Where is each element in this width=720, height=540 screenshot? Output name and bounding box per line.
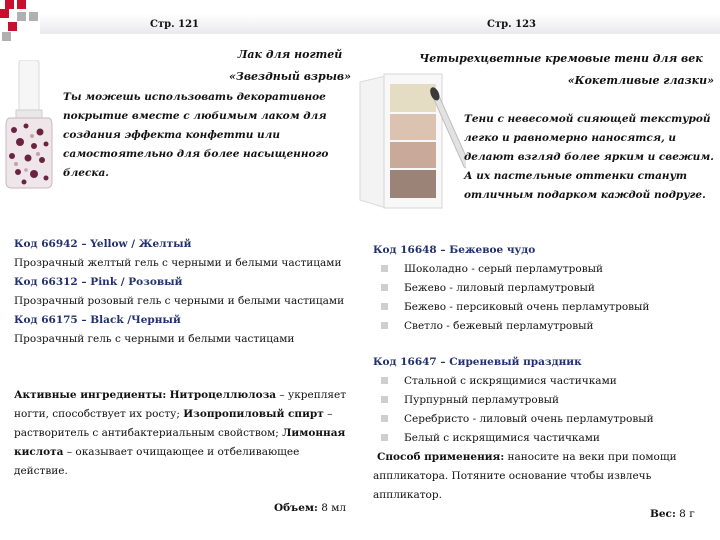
ingredient-desc: растворитель с антибактериальным свойством; [14, 427, 279, 439]
usage-label: Способ применения: [377, 451, 505, 463]
ingredient-desc: – [323, 408, 333, 420]
header-bar [40, 14, 720, 34]
desc-line: самостоятельно для более насыщенного [63, 148, 329, 160]
variant-code: Код 66312 – Pink / Розовый [14, 276, 183, 288]
ingredient-desc: ногти, способствует их росту; [14, 408, 180, 420]
desc-line: создания эффекта конфетти или [63, 129, 280, 141]
desc-line: А их пастельные оттенки станут [464, 170, 687, 182]
bullet-icon [381, 377, 388, 384]
ingredient-desc: действие. [14, 465, 68, 477]
left-variants [14, 235, 359, 349]
volume [274, 499, 346, 518]
title-line: Четырехцветные кремовые тени для век [419, 52, 703, 65]
nail-polish-image [4, 60, 54, 190]
right-product-title [418, 48, 718, 92]
palette-set-2 [373, 353, 713, 448]
bullet-icon [381, 396, 388, 403]
usage-text: наносите на веки при помощи [504, 451, 677, 463]
variant-text: Прозрачный гель с черными и белыми частицами [14, 333, 295, 345]
right-description [464, 110, 720, 205]
list-item-label: Светло - бежевый перламутровый [404, 320, 594, 332]
list-item-label: Стальной с искрящимися частичками [404, 375, 617, 387]
list-item [373, 429, 713, 448]
set-code: Код 16648 – Бежевое чудо [373, 244, 536, 256]
page-number-right: Стр. 123 [487, 19, 536, 30]
desc-line: легко и равномерно наносятся, и [464, 132, 677, 144]
list-item [373, 260, 713, 279]
list-item-label: Шоколадно - серый перламутровый [404, 263, 603, 275]
variant-code: Код 66175 – Black /Черный [14, 314, 181, 326]
bullet-icon [381, 322, 388, 329]
title-line: «Кокетливые глазки» [567, 74, 714, 87]
list-item [373, 372, 713, 391]
usage-text: аппликатор. [373, 489, 442, 501]
bullet-icon [381, 415, 388, 422]
page-number-left: Стр. 121 [150, 19, 199, 30]
list-item-label: Серебристо - лиловый очень перламутровый [404, 413, 654, 425]
ingredient-name: Нитроцеллюлоза [169, 389, 277, 401]
variant-text: Прозрачный желтый гель с черными и белыми частицами [14, 257, 342, 269]
weight-value: 8 г [679, 508, 695, 520]
palette-set-1 [373, 241, 713, 336]
set-code: Код 16647 – Сиреневый праздник [373, 356, 582, 368]
list-item [373, 317, 713, 336]
left-product-title [200, 44, 380, 88]
list-item [373, 279, 713, 298]
bullet-icon [381, 284, 388, 291]
list-item-label: Пурпурный перламутровый [404, 394, 559, 406]
list-item-label: Бежево - персиковый очень перламутровый [404, 301, 650, 313]
desc-line: делают взгляд более ярким и свежим. [464, 151, 714, 163]
list-item-label: Белый с искрящимися частичками [404, 432, 600, 444]
desc-line: покрытие вместе с любимым лаком для [63, 110, 327, 122]
logo-squares [0, 0, 45, 40]
volume-label: Объем: [274, 502, 318, 514]
bullet-icon [381, 434, 388, 441]
bullet-icon [381, 265, 388, 272]
variant-text: Прозрачный розовый гель с черными и белыми частицами [14, 295, 345, 307]
weight-label: Вес: [650, 508, 676, 520]
ingredient-name: Лимонная [282, 427, 346, 439]
ingredient-desc: – укрепляет [276, 389, 347, 401]
list-item [373, 410, 713, 429]
bullet-icon [381, 303, 388, 310]
ingredient-name: Изопропиловый спирт [183, 408, 324, 420]
desc-line: Ты можешь использовать декоративное [63, 91, 326, 103]
usage-text: аппликатора. Потяните основание чтобы извлечь [373, 470, 652, 482]
desc-line: отличным подарком каждой подруге. [464, 189, 706, 201]
usage-block [373, 448, 703, 505]
ingredient-desc: – оказывает очищающее и отбеливающее [63, 446, 300, 458]
weight [650, 505, 695, 524]
desc-line: Тени с невесомой сияющей текстурой [464, 113, 711, 125]
variant-code: Код 66942 – Yellow / Желтый [14, 238, 192, 250]
list-item [373, 298, 713, 317]
list-item [373, 391, 713, 410]
title-line: Лак для ногтей [237, 48, 343, 61]
ingredient-name: кислота [14, 446, 64, 458]
volume-value: 8 мл [321, 502, 347, 514]
left-description [63, 88, 343, 183]
list-item-label: Бежево - лиловый перламутровый [404, 282, 595, 294]
ingredients-block [14, 386, 359, 481]
title-line: «Звездный взрыв» [229, 70, 351, 83]
desc-line: блеска. [63, 167, 109, 179]
ingredients-label: Активные ингредиенты: [14, 389, 167, 401]
